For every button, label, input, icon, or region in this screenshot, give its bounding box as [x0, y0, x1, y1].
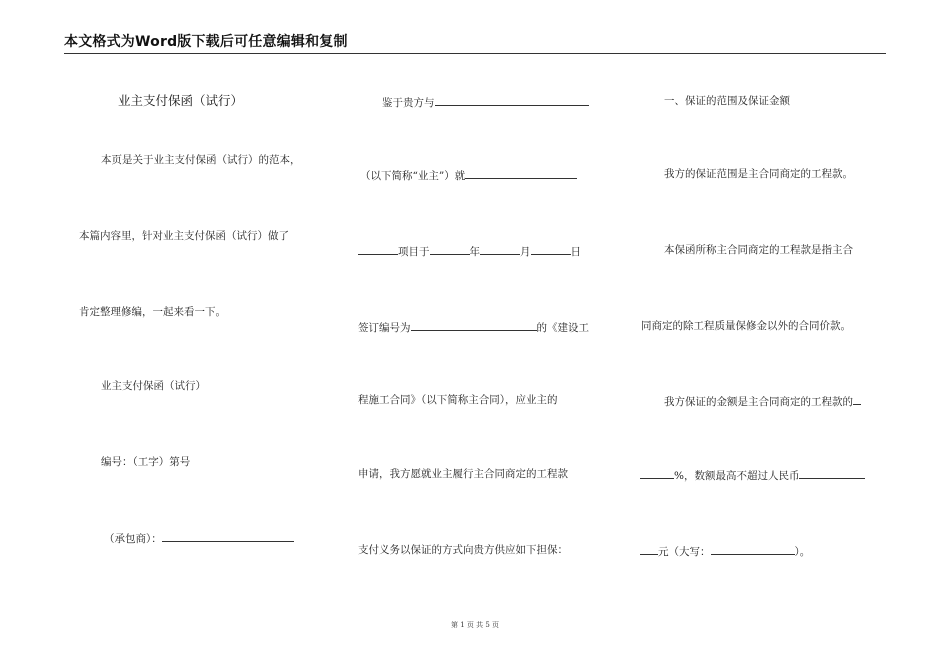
- max-amount-label: %，数额最高不超过人民币: [674, 470, 800, 482]
- middle-line-4: [358, 319, 589, 335]
- subtitle: 业主支付保函（试行）: [101, 380, 206, 392]
- right-line-6: [640, 467, 865, 483]
- document-title: 业主支付保函（试行）: [118, 93, 244, 108]
- contract-title-start: 的《建设工: [536, 322, 589, 334]
- right-line-5: [664, 393, 861, 409]
- right-line-4: 同商定的除工程质量保修金以外的合同价款。: [641, 320, 851, 332]
- in-words-close: ）。: [794, 546, 811, 558]
- day-label: 日: [570, 246, 581, 258]
- paragraph-intro-2: 本篇内容里，针对业主支付保函（试行）做了: [79, 230, 289, 242]
- contract-number-label: 签订编号为: [358, 322, 411, 334]
- section-heading: 一、保证的范围及保证金额: [664, 95, 790, 107]
- middle-line-2: [360, 167, 577, 183]
- amount-blank-start: [853, 393, 861, 405]
- contractor-line: [104, 530, 294, 546]
- contract-number-blank: [411, 319, 537, 331]
- reference-number: 编号：（工字）第号: [101, 456, 191, 468]
- right-line-3: 本保函所称主合同商定的工程款是指主合: [664, 244, 853, 256]
- middle-line-6: 申请，我方愿就业主履行主合同商定的工程款: [358, 468, 568, 480]
- in-words-label: 元（大写：: [658, 546, 711, 558]
- owner-alias-label: （以下简称“业主”）就: [360, 170, 466, 182]
- page-header: [64, 34, 886, 54]
- month-label: 月: [520, 246, 531, 258]
- day-blank: [531, 243, 571, 255]
- paragraph-intro-3: 肯定整理修编，一起来看一下。: [79, 306, 226, 318]
- project-on-label: 项目于: [398, 246, 430, 258]
- whereas-label: 鉴于贵方与: [382, 97, 435, 109]
- year-blank: [430, 243, 470, 255]
- middle-line-5: 程施工合同》（以下简称主合同），应业主的: [358, 394, 558, 406]
- year-label: 年: [469, 246, 480, 258]
- in-words-blank: [711, 543, 795, 555]
- page-number: 第 1 页 共 5 页: [450, 621, 500, 629]
- percent-blank: [640, 467, 674, 479]
- month-blank: [480, 243, 520, 255]
- contractor-blank: [162, 530, 294, 542]
- middle-line-7: 支付义务以保证的方式向贵方供应如下担保：: [358, 544, 568, 556]
- paragraph-intro-1: 本页是关于业主支付保函（试行）的范本，: [101, 154, 301, 166]
- contractor-label: （承包商）：: [104, 533, 162, 545]
- middle-line-3: [358, 243, 581, 259]
- right-line-2: 我方的保证范围是主合同商定的工程款。: [664, 168, 853, 180]
- middle-line-1: [382, 94, 589, 110]
- guarantee-amount-label: 我方保证的金额是主合同商定的工程款的: [664, 396, 853, 408]
- header-title: 本文格式为Word版下载后可任意编辑和复制: [64, 34, 348, 50]
- party-blank: [435, 94, 589, 106]
- project-name-blank: [358, 243, 398, 255]
- yuan-blank: [640, 543, 658, 555]
- project-blank: [465, 167, 577, 179]
- rmb-blank: [799, 467, 865, 479]
- right-line-7: [640, 543, 810, 559]
